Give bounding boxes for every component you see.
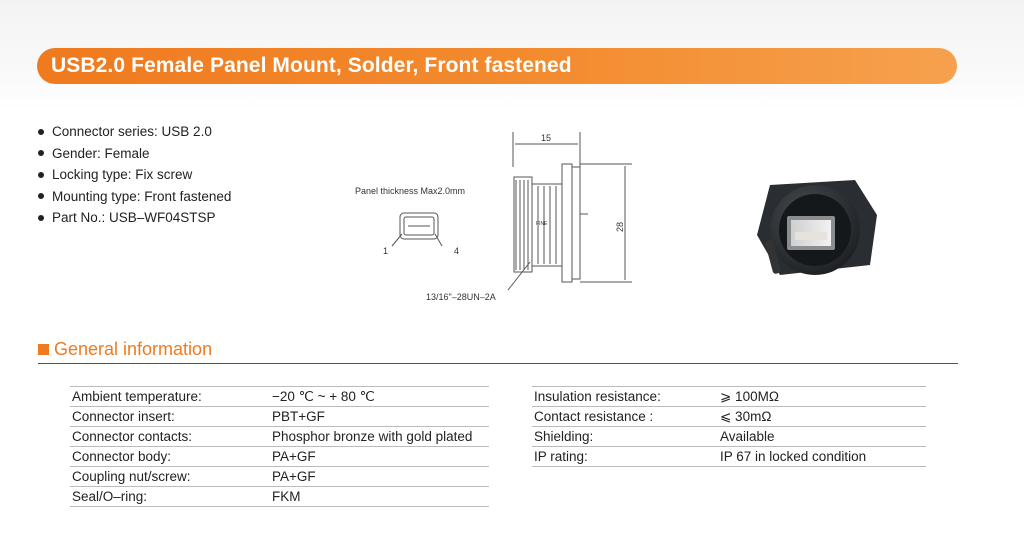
- table-row: [532, 387, 926, 407]
- page-title: USB2.0 Female Panel Mount, Solder, Front fastened: [51, 54, 572, 77]
- table-row: [70, 387, 489, 407]
- spec-value: ⩾ 100MΩ: [718, 387, 926, 407]
- spec-value: PA+GF: [270, 467, 489, 487]
- bullet-icon: [38, 150, 44, 156]
- usb-front-view: [392, 213, 442, 246]
- feature-text: Connector series: USB 2.0: [52, 124, 212, 139]
- feature-item: [38, 143, 231, 165]
- title-bar: [37, 48, 957, 84]
- table-row: [70, 487, 489, 507]
- table-row: [70, 447, 489, 467]
- bullet-icon: [38, 215, 44, 221]
- product-photo: [745, 160, 885, 290]
- spec-key: IP rating:: [532, 447, 718, 467]
- table-row: [70, 427, 489, 447]
- technical-drawing: [340, 122, 640, 312]
- spec-table-right: [532, 386, 926, 467]
- table-row: [532, 407, 926, 427]
- dim-height-label: 28: [615, 221, 625, 232]
- feature-item: [38, 207, 231, 229]
- spec-value: PA+GF: [270, 447, 489, 467]
- brand-mark: FINE: [536, 221, 548, 227]
- feature-text: Locking type: Fix screw: [52, 167, 193, 182]
- table-row: [70, 407, 489, 427]
- spec-key: Connector contacts:: [70, 427, 270, 447]
- spec-key: Connector insert:: [70, 407, 270, 427]
- spec-key: Shielding:: [532, 427, 718, 447]
- spec-key: Contact resistance :: [532, 407, 718, 427]
- spec-key: Ambient temperature:: [70, 387, 270, 407]
- connector-side-view: [508, 132, 632, 290]
- feature-item: [38, 186, 231, 208]
- spec-key: Coupling nut/screw:: [70, 467, 270, 487]
- dim-width-label: 15: [541, 133, 552, 143]
- spec-value: −20 ℃ ~ + 80 ℃: [270, 387, 489, 407]
- spec-value: IP 67 in locked condition: [718, 447, 926, 467]
- bullet-icon: [38, 172, 44, 178]
- spec-value: ⩽ 30mΩ: [718, 407, 926, 427]
- spec-value: Phosphor bronze with gold plated: [270, 427, 489, 447]
- feature-item: [38, 121, 231, 143]
- panel-thickness-note: Panel thickness Max2.0mm: [355, 186, 466, 196]
- spec-key: Connector body:: [70, 447, 270, 467]
- table-row: [70, 467, 489, 487]
- spec-table-left: [70, 386, 489, 507]
- table-row: [532, 427, 926, 447]
- spec-value: PBT+GF: [270, 407, 489, 427]
- section-divider: [38, 363, 958, 364]
- section-title: General information: [54, 339, 213, 359]
- spec-value: FKM: [270, 487, 489, 507]
- square-bullet-icon: [38, 344, 49, 355]
- feature-item: [38, 164, 231, 186]
- feature-text: Mounting type: Front fastened: [52, 188, 232, 204]
- thread-spec-label: 13/16"–28UN–2A: [426, 292, 496, 302]
- bullet-icon: [38, 193, 44, 199]
- spec-key: Insulation resistance:: [532, 387, 718, 407]
- table-row: [532, 447, 926, 467]
- feature-text: Gender: Female: [52, 145, 150, 161]
- feature-list: [38, 121, 231, 229]
- section-heading: [38, 339, 212, 360]
- pin-1-label: 1: [383, 246, 389, 256]
- spec-key: Seal/O–ring:: [70, 487, 270, 507]
- spec-value: Available: [718, 427, 926, 447]
- pin-4-label: 4: [454, 246, 460, 256]
- usb-tongue: [795, 232, 827, 240]
- feature-text: Part No.: USB–WF04STSP: [52, 210, 216, 225]
- bullet-icon: [38, 129, 44, 135]
